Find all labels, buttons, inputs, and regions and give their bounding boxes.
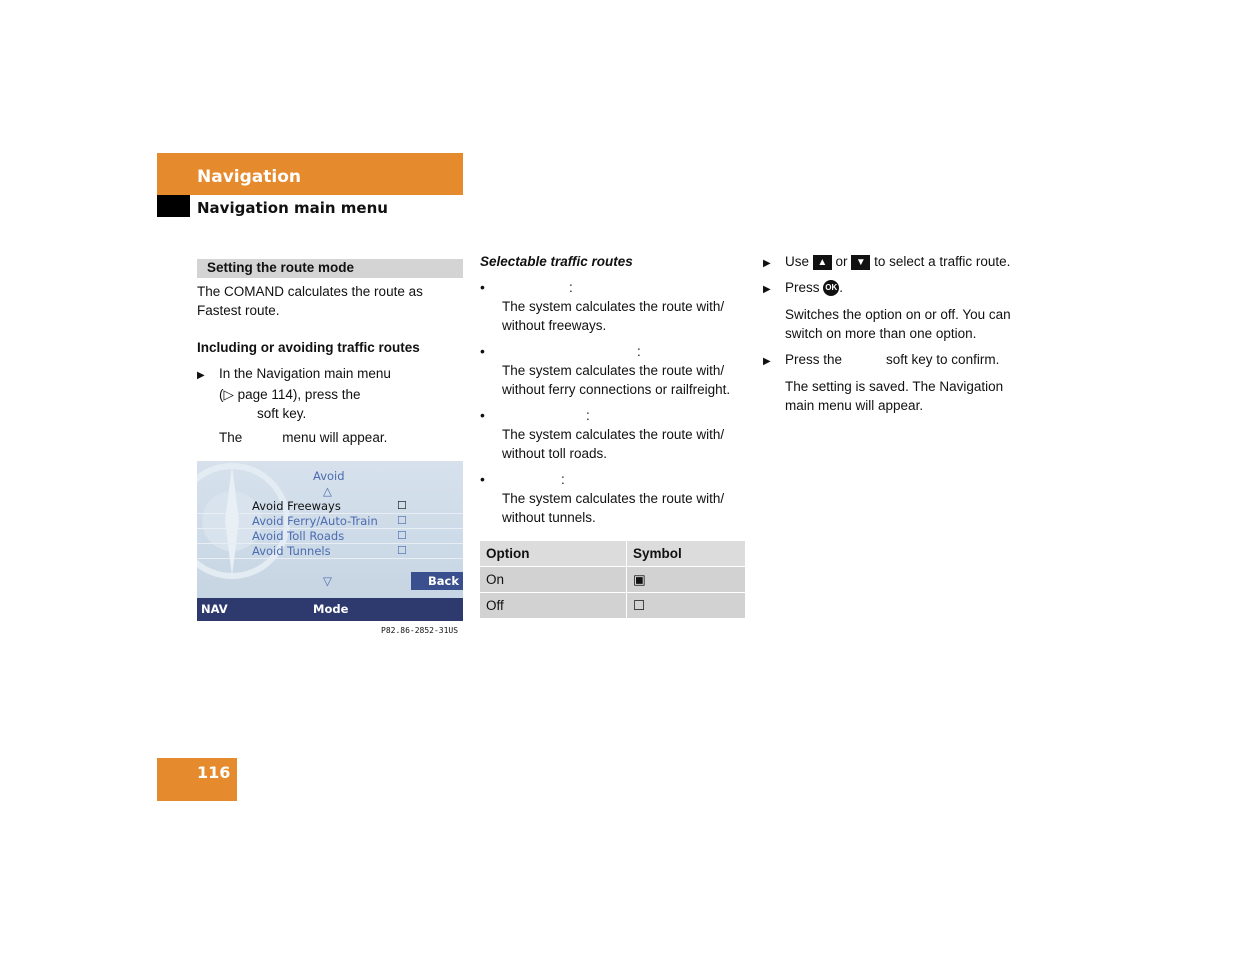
step-arrow-icon: ▶ [197, 370, 205, 381]
bullet-item [480, 470, 750, 527]
checkbox-icon: ☐ [397, 515, 407, 527]
bullet-item [480, 406, 750, 463]
symbol-table [480, 541, 745, 619]
section-heading-bar [197, 259, 463, 278]
bullet-text: without toll roads. [502, 446, 608, 461]
subheading: Including or avoiding traffic routes [197, 340, 420, 355]
menu-item-avoid-freeways[interactable]: Avoid Freeways [252, 499, 341, 513]
step-arrow-icon: ▶ [763, 258, 771, 269]
bullet-colon: : [561, 472, 565, 487]
table-cell: On [480, 567, 627, 593]
section-heading: Setting the route mode [207, 260, 355, 275]
bullet-text: The system calculates the route with/ [502, 427, 725, 442]
checkbox-icon: ☐ [397, 545, 407, 557]
checkbox-icon: ☐ [397, 530, 407, 542]
step-line: soft key. [257, 406, 307, 421]
mode-softkey[interactable]: Mode [313, 602, 349, 616]
bullet-item [480, 278, 750, 335]
intro-line: Fastest route. [197, 303, 280, 318]
bullet-icon: • [480, 471, 485, 487]
bullet-text: The system calculates the route with/ [502, 491, 725, 506]
bullet-text: without freeways. [502, 318, 607, 333]
menu-item-avoid-ferry[interactable]: Avoid Ferry/Auto-Train [252, 514, 378, 528]
ok-button-icon: OK [823, 280, 839, 296]
bullet-text: The system calculates the route with/ [502, 299, 725, 314]
table-row [480, 567, 745, 593]
step-note [785, 377, 1003, 415]
subsection-title: Navigation main menu [197, 199, 388, 217]
note-line: Switches the option on or off. You can [785, 307, 1011, 322]
bullet-colon: : [569, 280, 573, 295]
avoid-menu-screen [197, 461, 463, 621]
list-heading: Selectable traffic routes [480, 254, 633, 269]
step-line: In the Navigation main menu [219, 366, 391, 381]
scroll-up-icon: △ [323, 484, 332, 498]
bullet-colon: : [586, 408, 590, 423]
note-line: switch on more than one option. [785, 326, 977, 341]
nav-softkey[interactable]: NAV [201, 602, 228, 616]
step-press [763, 278, 843, 299]
intro-text [197, 282, 423, 320]
step-text: soft key to confirm. [886, 352, 1000, 367]
intro-line: The COMAND calculates the route as [197, 284, 423, 299]
step-text: Press [785, 280, 820, 295]
step-line: (▷ page 114), press the [219, 387, 361, 402]
step-arrow-icon: ▶ [763, 284, 771, 295]
step-select [763, 252, 1043, 273]
section-title: Navigation [197, 167, 301, 187]
checkbox-icon: ☐ [397, 500, 407, 512]
result-text: The [219, 430, 243, 445]
step-text: Use [785, 254, 810, 269]
table-header: Option [480, 541, 627, 567]
back-button[interactable]: Back [411, 572, 463, 590]
bullet-icon: • [480, 407, 485, 423]
bullet-item [480, 342, 750, 399]
step-text: to select a traffic route. [874, 254, 1011, 269]
note-line: main menu will appear. [785, 398, 924, 413]
table-cell: Off [480, 593, 627, 619]
bullet-text: without tunnels. [502, 510, 596, 525]
checked-box-icon: ▣ [627, 567, 746, 593]
note-line: The setting is saved. The Navigation [785, 379, 1004, 394]
bullet-icon: • [480, 279, 485, 295]
up-key-icon: ▲ [813, 255, 832, 270]
row-divider [197, 558, 463, 559]
bullet-colon: : [637, 344, 641, 359]
table-header-row [480, 541, 745, 567]
result-text: menu will appear. [282, 430, 388, 445]
bullet-text: without ferry connections or railfreight. [502, 382, 731, 397]
step-instruction [197, 364, 391, 423]
down-key-icon: ▼ [851, 255, 870, 270]
figure-caption: P82.86-2852-31US [381, 626, 459, 635]
table-row [480, 593, 745, 619]
step-text: or [835, 254, 848, 269]
step-arrow-icon: ▶ [763, 356, 771, 367]
step-note [785, 305, 1011, 343]
step-text: Press the [785, 352, 843, 367]
subsection-marker [157, 195, 190, 217]
menu-item-avoid-toll-roads[interactable]: Avoid Toll Roads [252, 529, 345, 543]
page-number: 116 [197, 763, 231, 782]
step-result [219, 428, 387, 447]
unchecked-box-icon: ☐ [627, 593, 746, 619]
step-text: . [839, 280, 844, 295]
step-confirm [763, 350, 999, 371]
screen-title: Avoid [313, 469, 345, 483]
bullet-icon: • [480, 343, 485, 359]
screen-softkey-bar [197, 598, 463, 621]
menu-item-avoid-tunnels[interactable]: Avoid Tunnels [252, 544, 331, 558]
table-header: Symbol [627, 541, 746, 567]
scroll-down-icon: ▽ [323, 574, 332, 588]
bullet-text: The system calculates the route with/ [502, 363, 725, 378]
